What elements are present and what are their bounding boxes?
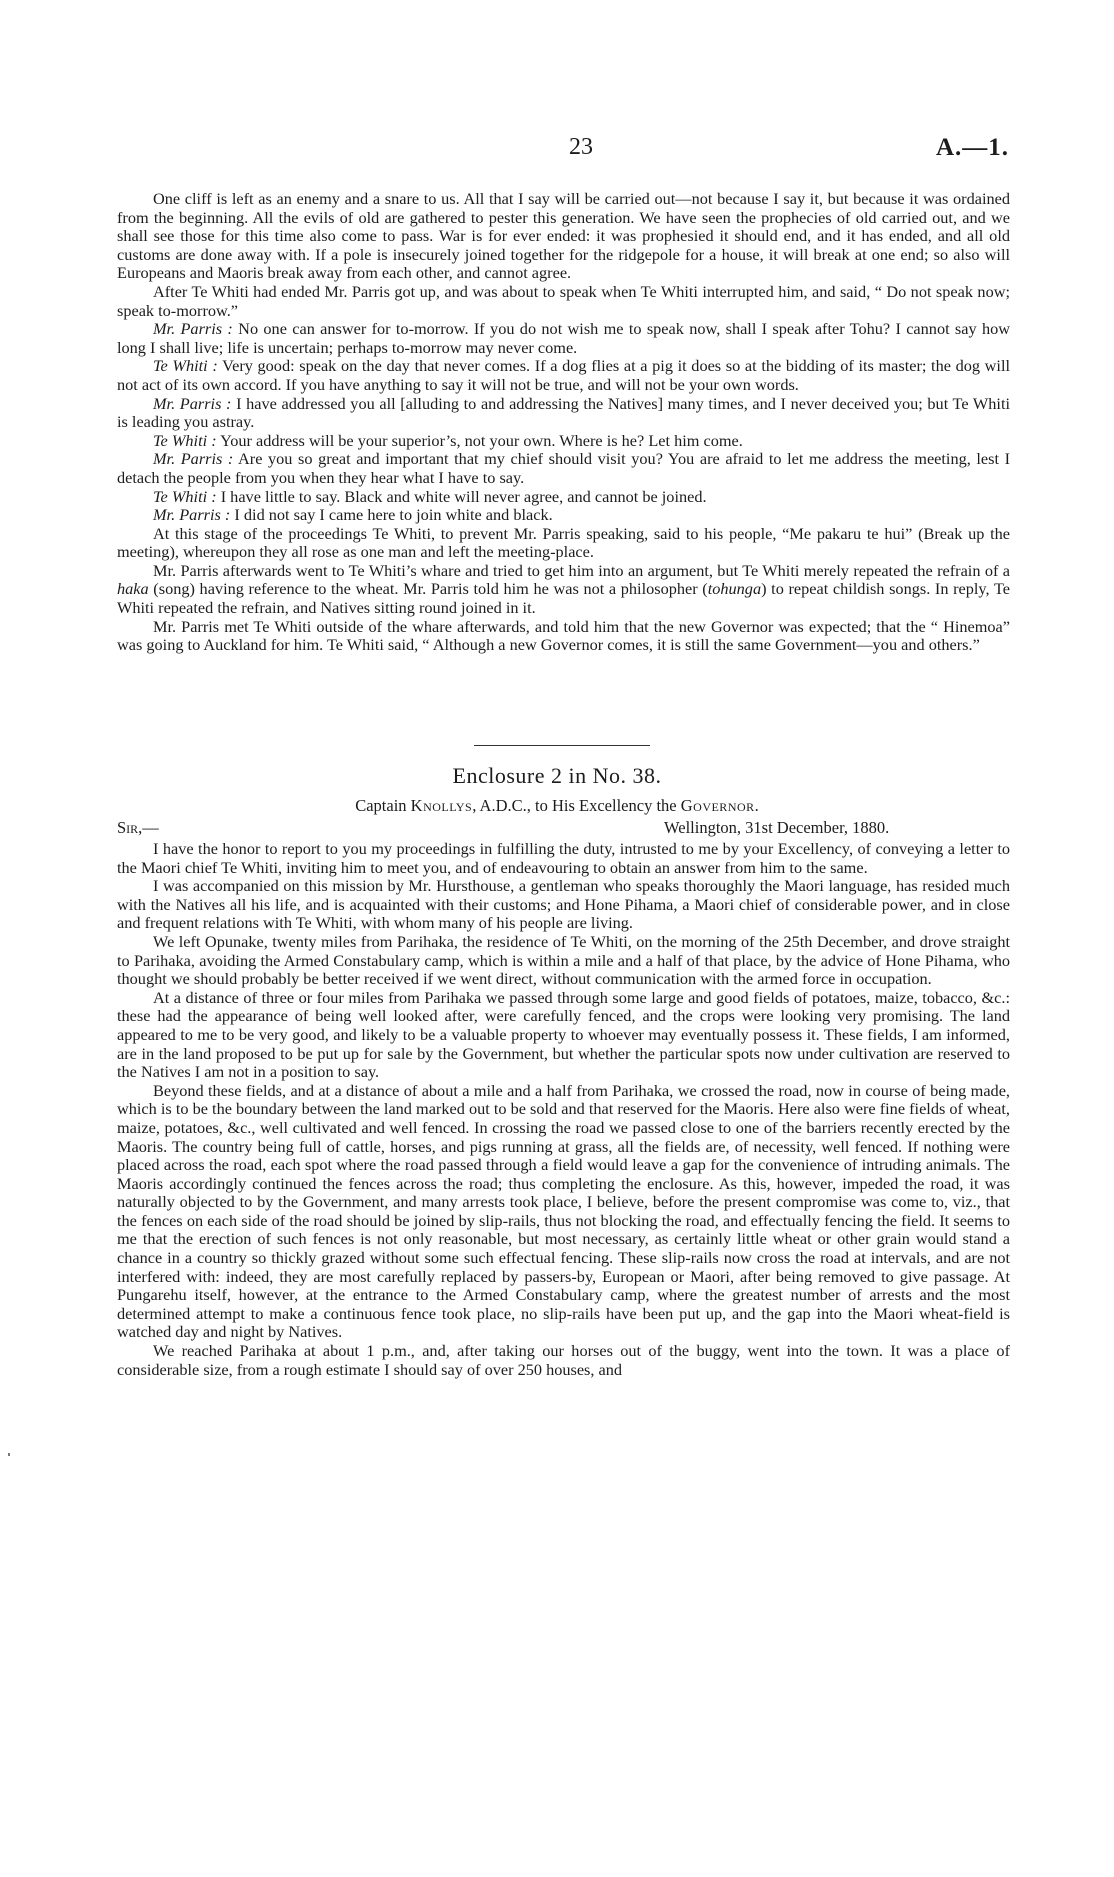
speaker-name: Te Whiti : [153,486,217,506]
paragraph: I have the honor to report to you my proceedings in fulfilling the duty, intrusted to me by your Excellency, of conveying a letter to the Maori chief Te Whiti, inviting him to meet you, and of endeavouring to obtain an answer from him to the same. [117,839,1010,877]
dialogue-line [117,488,1010,507]
heading-text: , A.D.C., to His Excellency the [472,796,681,815]
page-number: 23 [569,134,593,160]
text-run: ) to repeat childish songs. In reply, Te Whiti repeated the refrain, and Natives sitting round joined in it. [117,579,1010,618]
conversation-report [117,190,1010,655]
paragraph: At this stage of the proceedings Te Whiti, to prevent Mr. Parris speaking, said to his people, “Me pakaru te hui” (Break up the meeting), whereupon they all rose as one man and left the meeting-place. [117,523,1010,562]
paragraph: After Te Whiti had ended Mr. Parris got up, and was about to speak when Te Whiti interrupted him, and said, “ Do not speak now; speak to-morrow.” [117,281,1010,320]
dialogue-text: Your address will be your superior’s, not your own. Where is he? Let him come. [216,430,743,450]
heading-end: . [754,796,759,815]
dialogue-text: I have addressed you all [alluding to and addressing the Natives] many times, and I never deceived you; but Te Whiti is leading you astray. [117,393,1010,432]
text-run: Mr. Parris afterwards went to Te Whiti’s whare and tried to get him into an argument, but Te Whiti merely repeated the refrain of a [153,560,1010,580]
dialogue-line [117,450,1010,487]
sender-title: Captain [355,796,411,815]
speaker-name: Mr. Parris : [153,319,233,339]
paragraph: We left Opunake, twenty miles from Parihaka, the residence of Te Whiti, on the morning of the 25th December, and drove straight to Parihaka, avoiding the Armed Constabulary camp, which is within a mile and a half of that place, by the advice of Hone Pihama, who thought we should probably be better received if we went direct, without communication with the armed force in occupation. [117,931,1010,989]
dialogue-line [117,357,1010,394]
dialogue-text: No one can answer for to-morrow. If you do not wish me to speak now, shall I speak after Tohu? I cannot say how long I shall live; life is uncertain; perhaps to-morrow may never come. [117,319,1010,357]
dialogue-line [117,320,1010,357]
letter-body [117,840,1010,1379]
dialogue-line [117,506,1010,525]
paragraph [117,562,1010,618]
dialogue-text: Are you so great and important that my chief should visit you? You are afraid to let me address the meeting, lest I detach the people from you when they hear what I have to say. [117,449,1010,487]
dialogue-text: Very good: speak on the day that never comes. If a dog flies at a pig it does so at the bidding of its master; the dog will not act of its own accord. If you have anything to say it will not be true, and will not be your own words. [117,356,1010,394]
recipient-name: Governor [680,796,755,815]
margin-speck [8,1453,10,1456]
section-divider [474,745,650,746]
speaker-name: Te Whiti : [153,430,217,450]
paragraph: One cliff is left as an enemy and a snare to us. All that I say will be carried out—not because I say it, but because it was ordained from the beginning. All the evils of old are gathered to pester this generation. We have seen the prophecies of old carried out, and we shall see those for this time also come to pass. War is for ever ended: it was prophesied it should end, and it has ended, and all old customs are done away with. If a pole is insecurely joined together for the ridgepole for a house, it will break at one end; so also will Europeans and Maoris break away from each other, and cannot agree. [117,189,1010,283]
maori-word-haka: haka [117,579,149,599]
letter-heading [0,796,1114,816]
paragraph: I was accompanied on this mission by Mr. Hursthouse, a gentleman who speaks thoroughly the Maori language, has resided much with the Natives all his life, and is acquainted with their customs; and Hone Pihama, a Maori chief of considerable power, and in close and frequent relations with Te Whiti, with whom many of his people are living. [117,876,1010,933]
dialogue-line [117,395,1010,432]
paragraph: Mr. Parris met Te Whiti outside of the whare afterwards, and told him that the new Governor was expected; that the “ Hinemoa” was going to Auckland for him. Te Whiti said, “ Although a new Governor comes, it is still the same Government—you and others.” [117,616,1010,655]
paragraph: We reached Parihaka at about 1 p.m., and, after taking our horses out of the buggy, went into the town. It was a place of considerable size, from a rough estimate I should say of over 250 houses, and [117,1341,1010,1379]
sender-name: Knollys [410,796,473,815]
dialogue-text: I did not say I came here to join white and black. [230,505,553,525]
paragraph: Beyond these fields, and at a distance of about a mile and a half from Parihaka, we crossed the road, now in course of being made, which is to be the boundary between the land marked out to be sold and that reserved for the Maoris. Here also were fine fields of wheat, maize, potatoes, &c., well cultivated and well fenced. In crossing the road we passed close to one of the barriers recently erected by the Maoris. The country being full of cattle, horses, and pigs running at grass, all the fields are, of necessity, well fenced. If nothing were placed across the road, each spot where the road passed through a field would leave a gap for the convenience of intruding animals. The Maoris accordingly continued the fences across the road; thus completing the enclosure. As this, however, impeded the road, it was naturally objected to by the Government, and many arrests took place, I believe, before the present compromise was come to, viz., that the fences on each side of the road should be joined by slip-rails, thus not blocking the road, and effectually fencing the field. It seems to me that the erection of such fences is not only reasonable, but most necessary, as certainly little wheat or other grain would stand a chance in a country so thickly grazed without some such effectual fencing. These slip-rails now cross the road at intervals, and are not interfered with: indeed, they are most carefully replaced by passers-by, European or Maori, after being removed to give passage. At Pungarehu itself, however, at the entrance to the Armed Constabulary camp, where the greatest number of arrests and the most determined attempt to make a continuous fence took place, no slip-rails have been put up, and the gap into the Maori wheat-field is watched day and night by Natives. [117,1080,1010,1342]
paragraph: At a distance of three or four miles from Parihaka we passed through some large and good fields of potatoes, maize, tobacco, &c.: these had the appearance of being well looked after, were carefully fenced, and the crops were looking very promising. The land appeared to me to be very good, and likely to be a valuable property to whoever may eventually possess it. These fields, I am informed, are in the land proposed to be put up for sale by the Government, but whether the particular spots now under cultivation are reserved to the Natives I am not in a position to say. [117,987,1010,1082]
dialogue-text: I have little to say. Black and white will never agree, and cannot be joined. [216,486,707,506]
speaker-name: Mr. Parris : [153,449,234,469]
speaker-name: Mr. Parris : [153,393,232,413]
speaker-name: Te Whiti : [153,356,218,376]
dateline: Wellington, 31st December, 1880. [664,818,890,837]
maori-word-tohunga: tohunga [707,579,762,599]
salutation: Sir,— [117,818,159,837]
paper-reference: A.—1. [935,134,1009,161]
enclosure-title: Enclosure 2 in No. 38. [452,763,662,788]
dialogue-line [117,432,1010,451]
text-run: (song) having reference to the wheat. Mr. Parris told him he was not a philosopher ( [148,579,708,599]
page-header [153,134,1009,168]
speaker-name: Mr. Parris : [153,505,231,525]
